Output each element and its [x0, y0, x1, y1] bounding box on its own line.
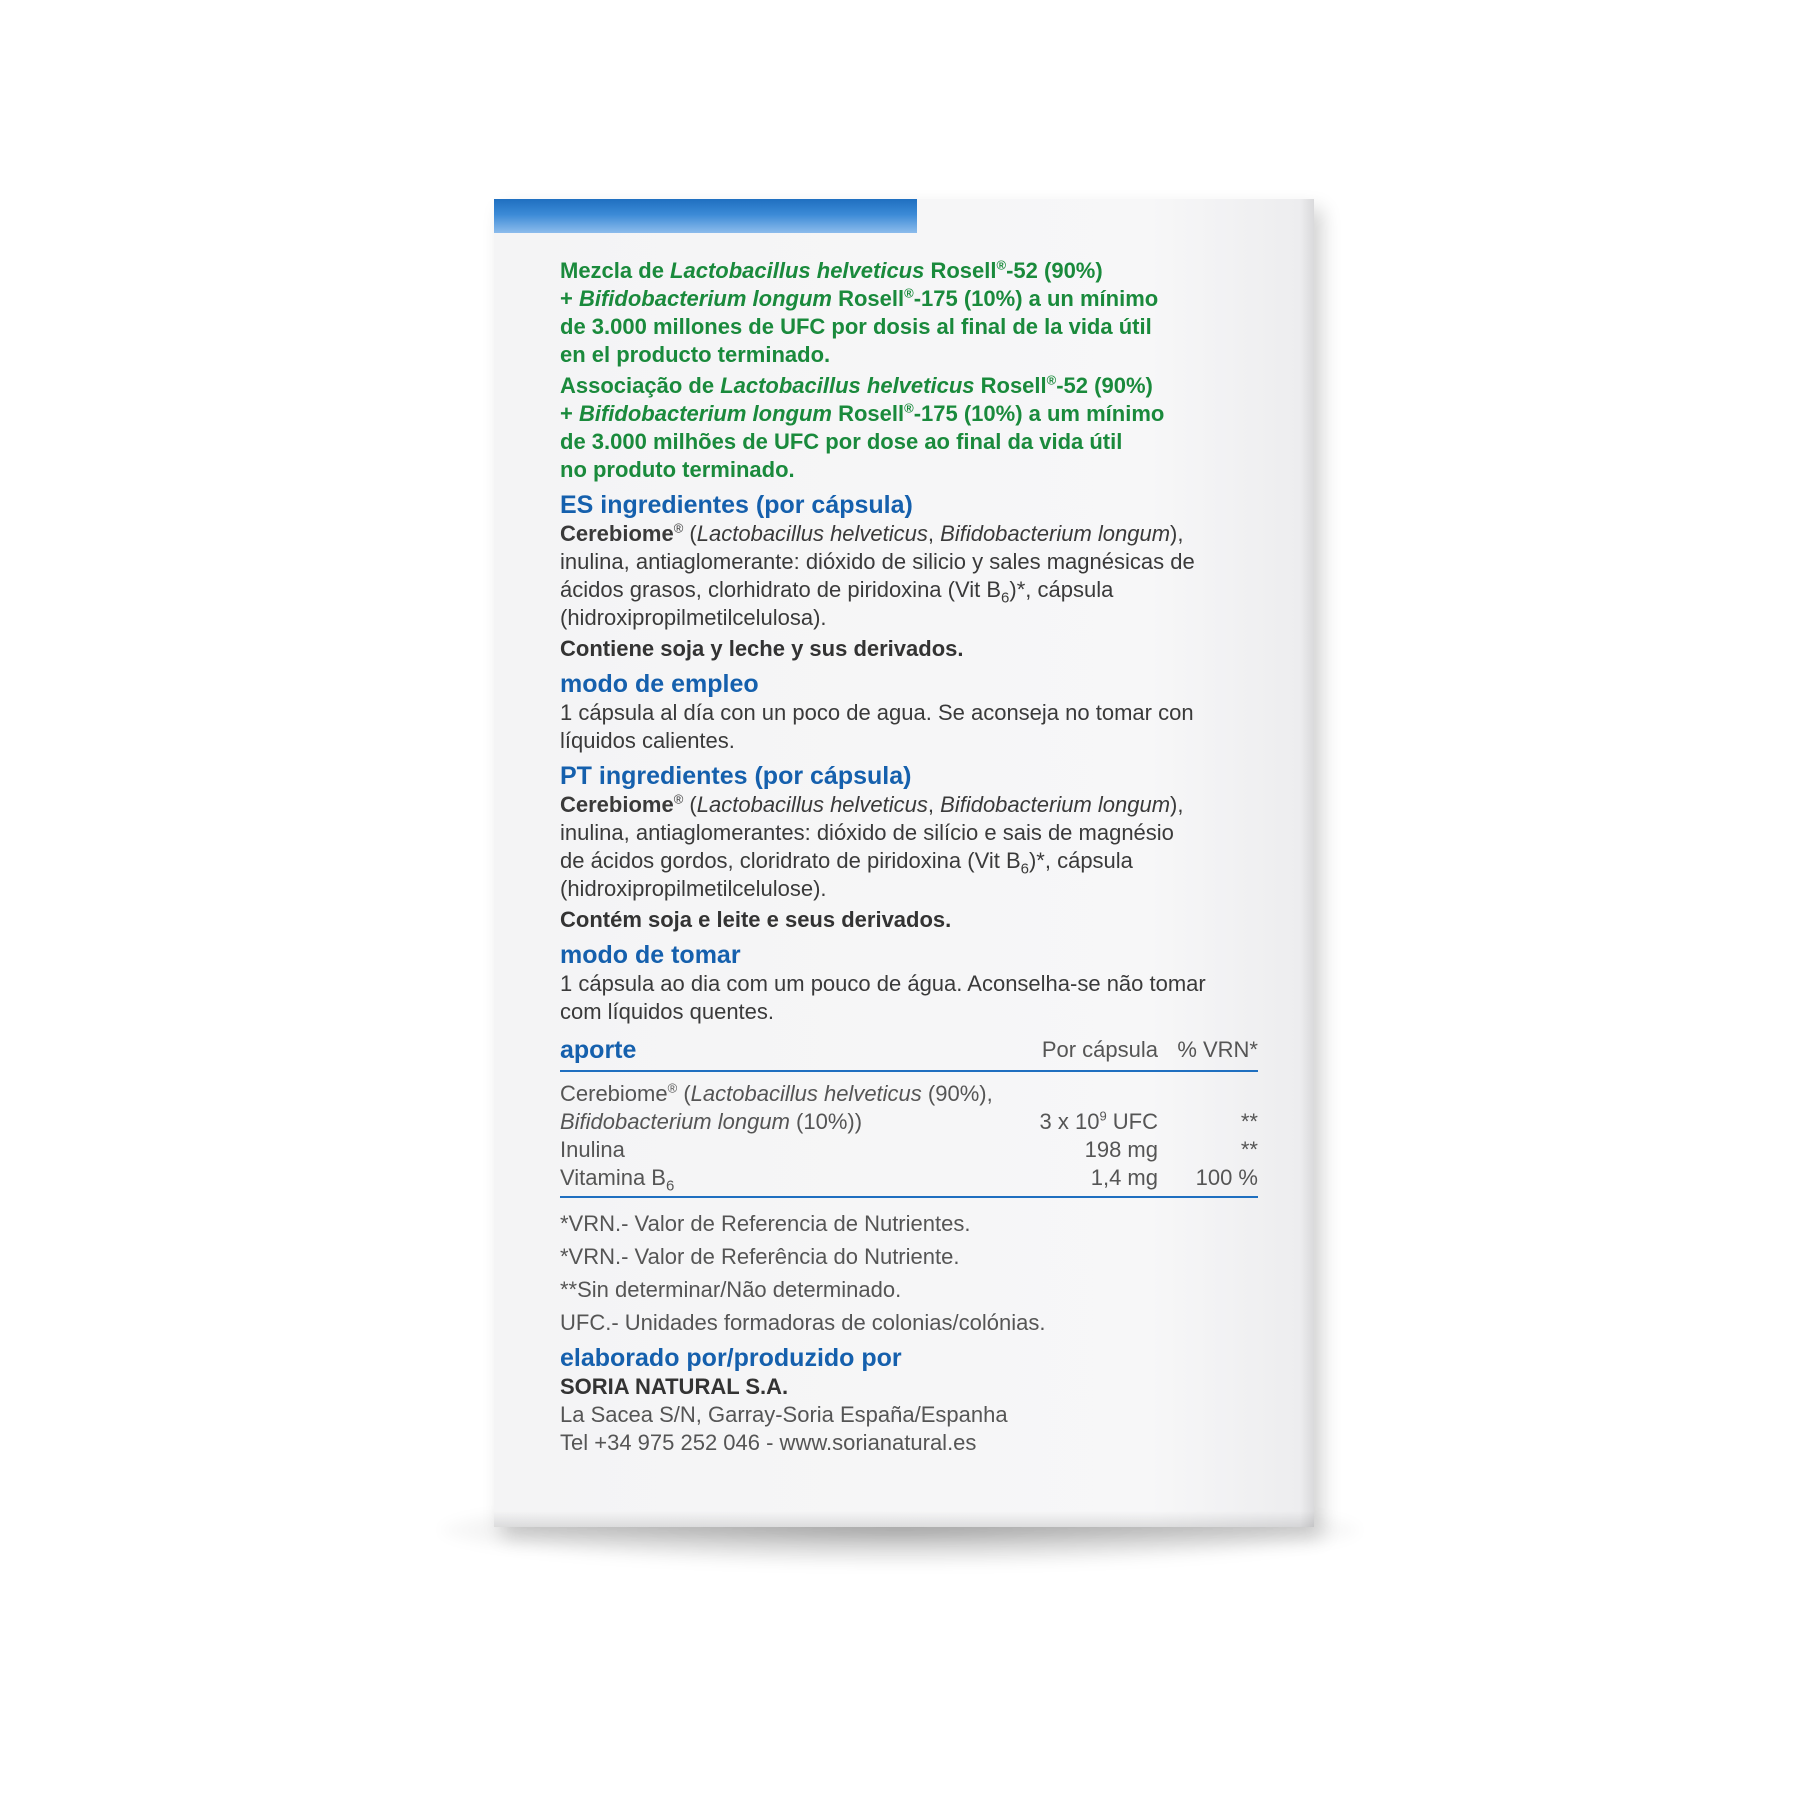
pt-ingredients-heading: PT ingredientes (por cápsula) — [560, 762, 912, 790]
claim-pt: Associação de Lactobacillus helveticus Rosell®-52 (90%) + Bifidobacterium longum Rosell®-175 (10%) a um mínimo de 3.000 milhões de UFC por dose ao final da vida útil no produto terminado. — [560, 372, 1165, 482]
nutrition-table-title: aporte — [560, 1036, 637, 1064]
pt-usage-heading: modo de tomar — [560, 941, 741, 969]
es-allergens: Contiene soja y leche y sus derivados. — [560, 636, 964, 661]
claim-es: Mezcla de Lactobacillus helveticus Rosell®-52 (90%) + Bifidobacterium longum Rosell®-175 (10%) a un mínimo de 3.000 millones de UFC por dosis al final de la vida útil en el producto terminado. — [560, 257, 1159, 367]
maker-heading: elaborado por/produzido por — [560, 1344, 902, 1372]
col-vrn: % VRN* — [1177, 1037, 1258, 1062]
es-ingredients-text: Cerebiome® (Lactobacillus helveticus, Bifidobacterium longum), inulina, antiaglomerante: dióxido de silicio y sales magnésicas de ácidos grasos, clorhidrato de piridoxina (Vit $B_6)*$, cápsula (hidroxipropilmetilcelulosa). — [560, 520, 1195, 630]
company-contact: Tel +34 975 252 046 - www.sorianatural.es — [560, 1430, 977, 1455]
footnote-vrn-es: *VRN.- Valor de Referencia de Nutrientes. — [560, 1211, 971, 1236]
table-row — [560, 1080, 1258, 1108]
blue-header-band — [494, 199, 917, 233]
es-usage-heading: modo de empleo — [560, 670, 759, 698]
es-usage-text: 1 cápsula al día con un poco de agua. Se aconseja no tomar con líquidos calientes. — [560, 700, 1194, 753]
pt-allergens: Contém soja e leite e seus derivados. — [560, 907, 952, 932]
box-bottom-edge — [494, 1511, 1314, 1527]
row-amount: 1,4 mg — [1090, 1165, 1158, 1190]
pt-usage-text: 1 cápsula ao dia com um pouco de água. Aconselha-se não tomar com líquidos quentes. — [560, 971, 1206, 1024]
company-address: La Sacea S/N, Garray-Soria España/Espanha — [560, 1402, 1008, 1427]
footnote-vrn-pt: *VRN.- Valor de Referência do Nutriente. — [560, 1244, 960, 1269]
label-content — [560, 257, 1270, 1457]
row-vrn: 100 % — [1195, 1165, 1258, 1190]
row-vrn: ** — [1240, 1137, 1258, 1162]
table-row — [560, 1108, 1258, 1136]
footnote-undetermined: **Sin determinar/Não determinado. — [560, 1277, 902, 1302]
pt-ingredients-text: Cerebiome® (Lactobacillus helveticus, Bifidobacterium longum), inulina, antiaglomerantes: dióxido de silício e sais de magnésio de ácidos gordos, cloridrato de piridoxina (Vit $B_6)*$, cápsula (hidroxipropilmetilcelulose). — [560, 791, 1184, 901]
nutrition-table-header — [560, 1036, 1258, 1072]
table-row — [560, 1164, 1258, 1195]
col-per-capsule: Por cápsula — [1041, 1037, 1158, 1062]
probiotic-claim-block — [560, 257, 1270, 484]
nutrition-table-body — [560, 1072, 1258, 1198]
row-name: Bifidobacterium longum (10%)) — [560, 1109, 863, 1134]
row-amount: 3 x $10^9$ UFC — [1039, 1108, 1158, 1134]
row-amount: 198 mg — [1084, 1137, 1158, 1162]
row-vrn: ** — [1240, 1109, 1258, 1134]
table-row — [560, 1136, 1258, 1164]
maker-info — [560, 1373, 1270, 1457]
row-name: Inulina — [560, 1137, 625, 1162]
row-name: Vitamina $B_6$ — [560, 1165, 675, 1195]
company-name: SORIA NATURAL S.A. — [560, 1374, 789, 1399]
product-box-back — [494, 199, 1314, 1527]
footnotes — [560, 1210, 1270, 1337]
footnote-ufc: UFC.- Unidades formadoras de colonias/colónias. — [560, 1310, 1046, 1335]
es-ingredients-heading: ES ingredientes (por cápsula) — [560, 491, 913, 519]
row-name: Cerebiome® (Lactobacillus helveticus (90%), — [560, 1080, 993, 1106]
